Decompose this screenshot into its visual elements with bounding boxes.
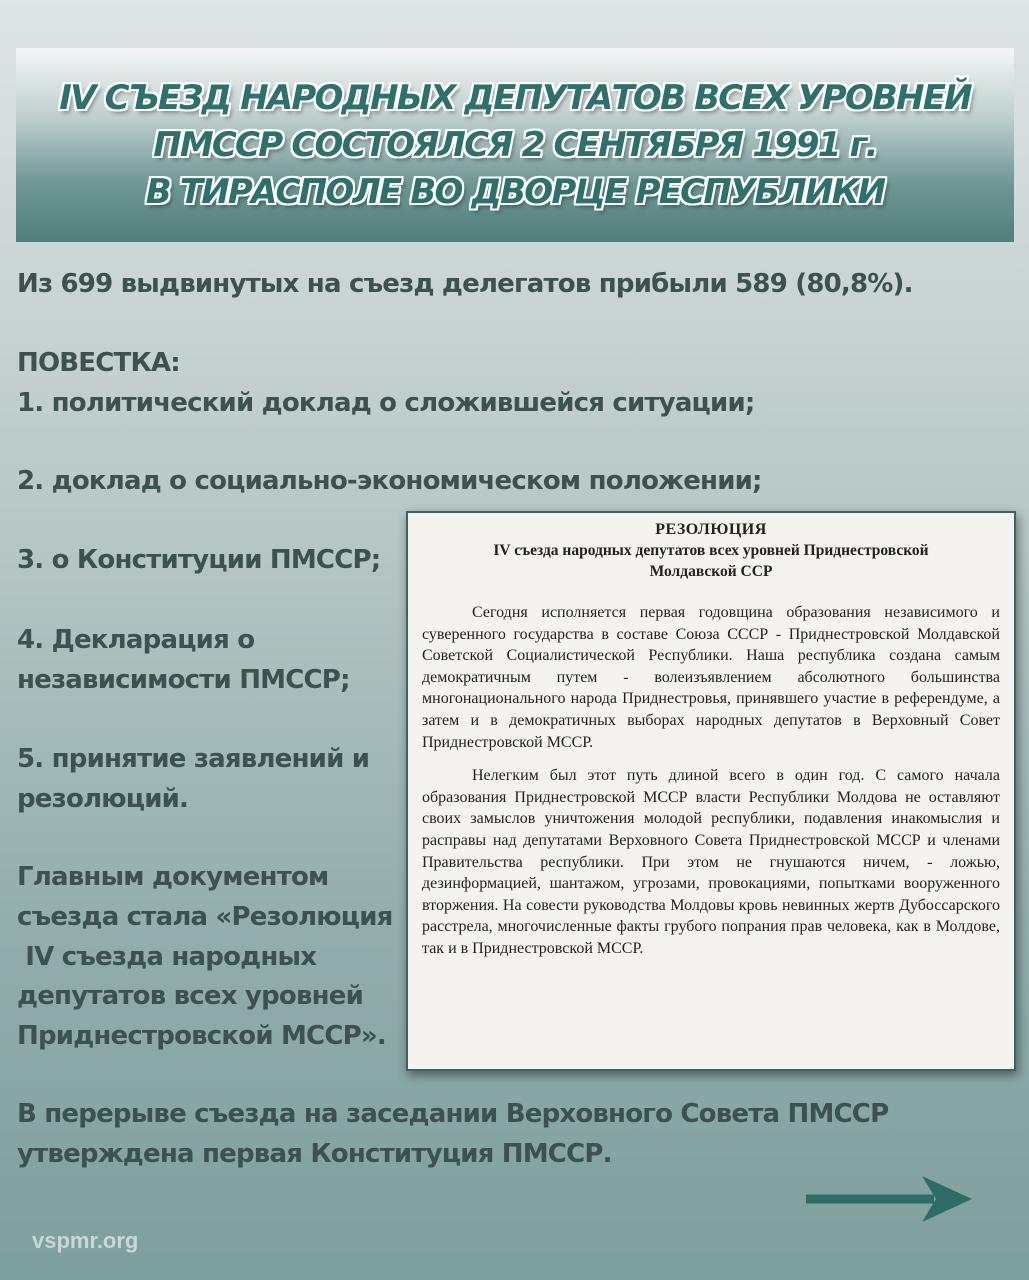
- closing-text: В перерыве съезда на заседании Верховного Совета ПМССР: [17, 1099, 889, 1129]
- agenda-item-2: 2. доклад о социально-экономическом положении;: [17, 466, 762, 496]
- agenda-item-1: 1. политический доклад о сложившейся ситуации;: [17, 388, 755, 418]
- resolution-title: РЕЗОЛЮЦИЯ: [655, 521, 767, 538]
- agenda-item-5-cont: резолюций.: [17, 784, 189, 814]
- banner-title-line: IV СЪЕЗД НАРОДНЫХ ДЕПУТАТОВ ВСЕХ УРОВНЕЙ: [59, 77, 971, 118]
- arrow-right-icon[interactable]: [806, 1172, 976, 1226]
- resolution-subtitle: IV съезда народных депутатов всех уровней Приднестровской: [493, 542, 929, 559]
- banner-title-line: ПМССР СОСТОЯЛСЯ 2 СЕНТЯБРЯ 1991 г.: [153, 124, 877, 165]
- resolution-subtitle: Молдавской ССР: [649, 563, 773, 580]
- resolution-heading: [422, 519, 1000, 582]
- agenda-item-5: 5. принятие заявлений и: [17, 744, 370, 774]
- agenda-item-4: 4. Декларация о: [17, 625, 255, 655]
- title-banner: [16, 48, 1014, 242]
- resolution-document-scan: [406, 511, 1016, 1071]
- main-document-text: депутатов всех уровней: [17, 981, 364, 1011]
- main-document-text: съезда стала «Резолюция: [17, 902, 393, 932]
- site-watermark: vspmr.org: [32, 1228, 139, 1253]
- main-document-text: Главным документом: [17, 862, 329, 892]
- main-document-text: IV съезда народных: [17, 942, 317, 972]
- agenda-item-3: 3. о Конституции ПМССР;: [17, 545, 381, 575]
- banner-title-line: В ТИРАСПОЛЕ ВО ДВОРЦЕ РЕСПУБЛИКИ: [145, 171, 885, 212]
- closing-text: утверждена первая Конституция ПМССР.: [17, 1139, 612, 1169]
- agenda-heading: ПОВЕСТКА:: [17, 348, 180, 378]
- main-document-text: Приднестровской МССР».: [17, 1021, 386, 1051]
- resolution-paragraph: Сегодня исполняется первая годовщина образования независимого и суверенного государства в составе Союза СССР - Приднестровской Молдавской Советской Социалистической Республики. Наша республика создана самым демократичным путем - волеизъявлением абсолютного большинства многонационального народа Приднестровья, принявшего участие в референдуме, а затем и в демократичных выборах народных депутатов в Верховный Совет Приднестровской МССР.: [422, 604, 1000, 751]
- banner-title: [59, 75, 971, 216]
- intro-text: Из 699 выдвинутых на съезд делегатов прибыли 589 (80,8%).: [17, 269, 913, 299]
- resolution-paragraph: Нелегким был этот путь длиной всего в один год. С самого начала образования Приднестровской МССР власти Республики Молдова не оставляют своих замыслов уничтожения молодой республики, подавления инакомыслия и расправы над депутатами Верховного Совета Приднестровской МССР и членами Правительства республики. При этом не гнушаются ничем, - ложью, дезинформацией, шантажом, угрозами, провокациями, попытками вооруженного вторжения. На совести руководства Молдовы кровь невинных жертв Дубоссарского расстрела, многочисленные факты грубого попрания прав человека, как в Молдове, так и в Приднестровской МССР.: [422, 767, 1000, 957]
- agenda-item-4-cont: независимости ПМССР;: [17, 665, 350, 695]
